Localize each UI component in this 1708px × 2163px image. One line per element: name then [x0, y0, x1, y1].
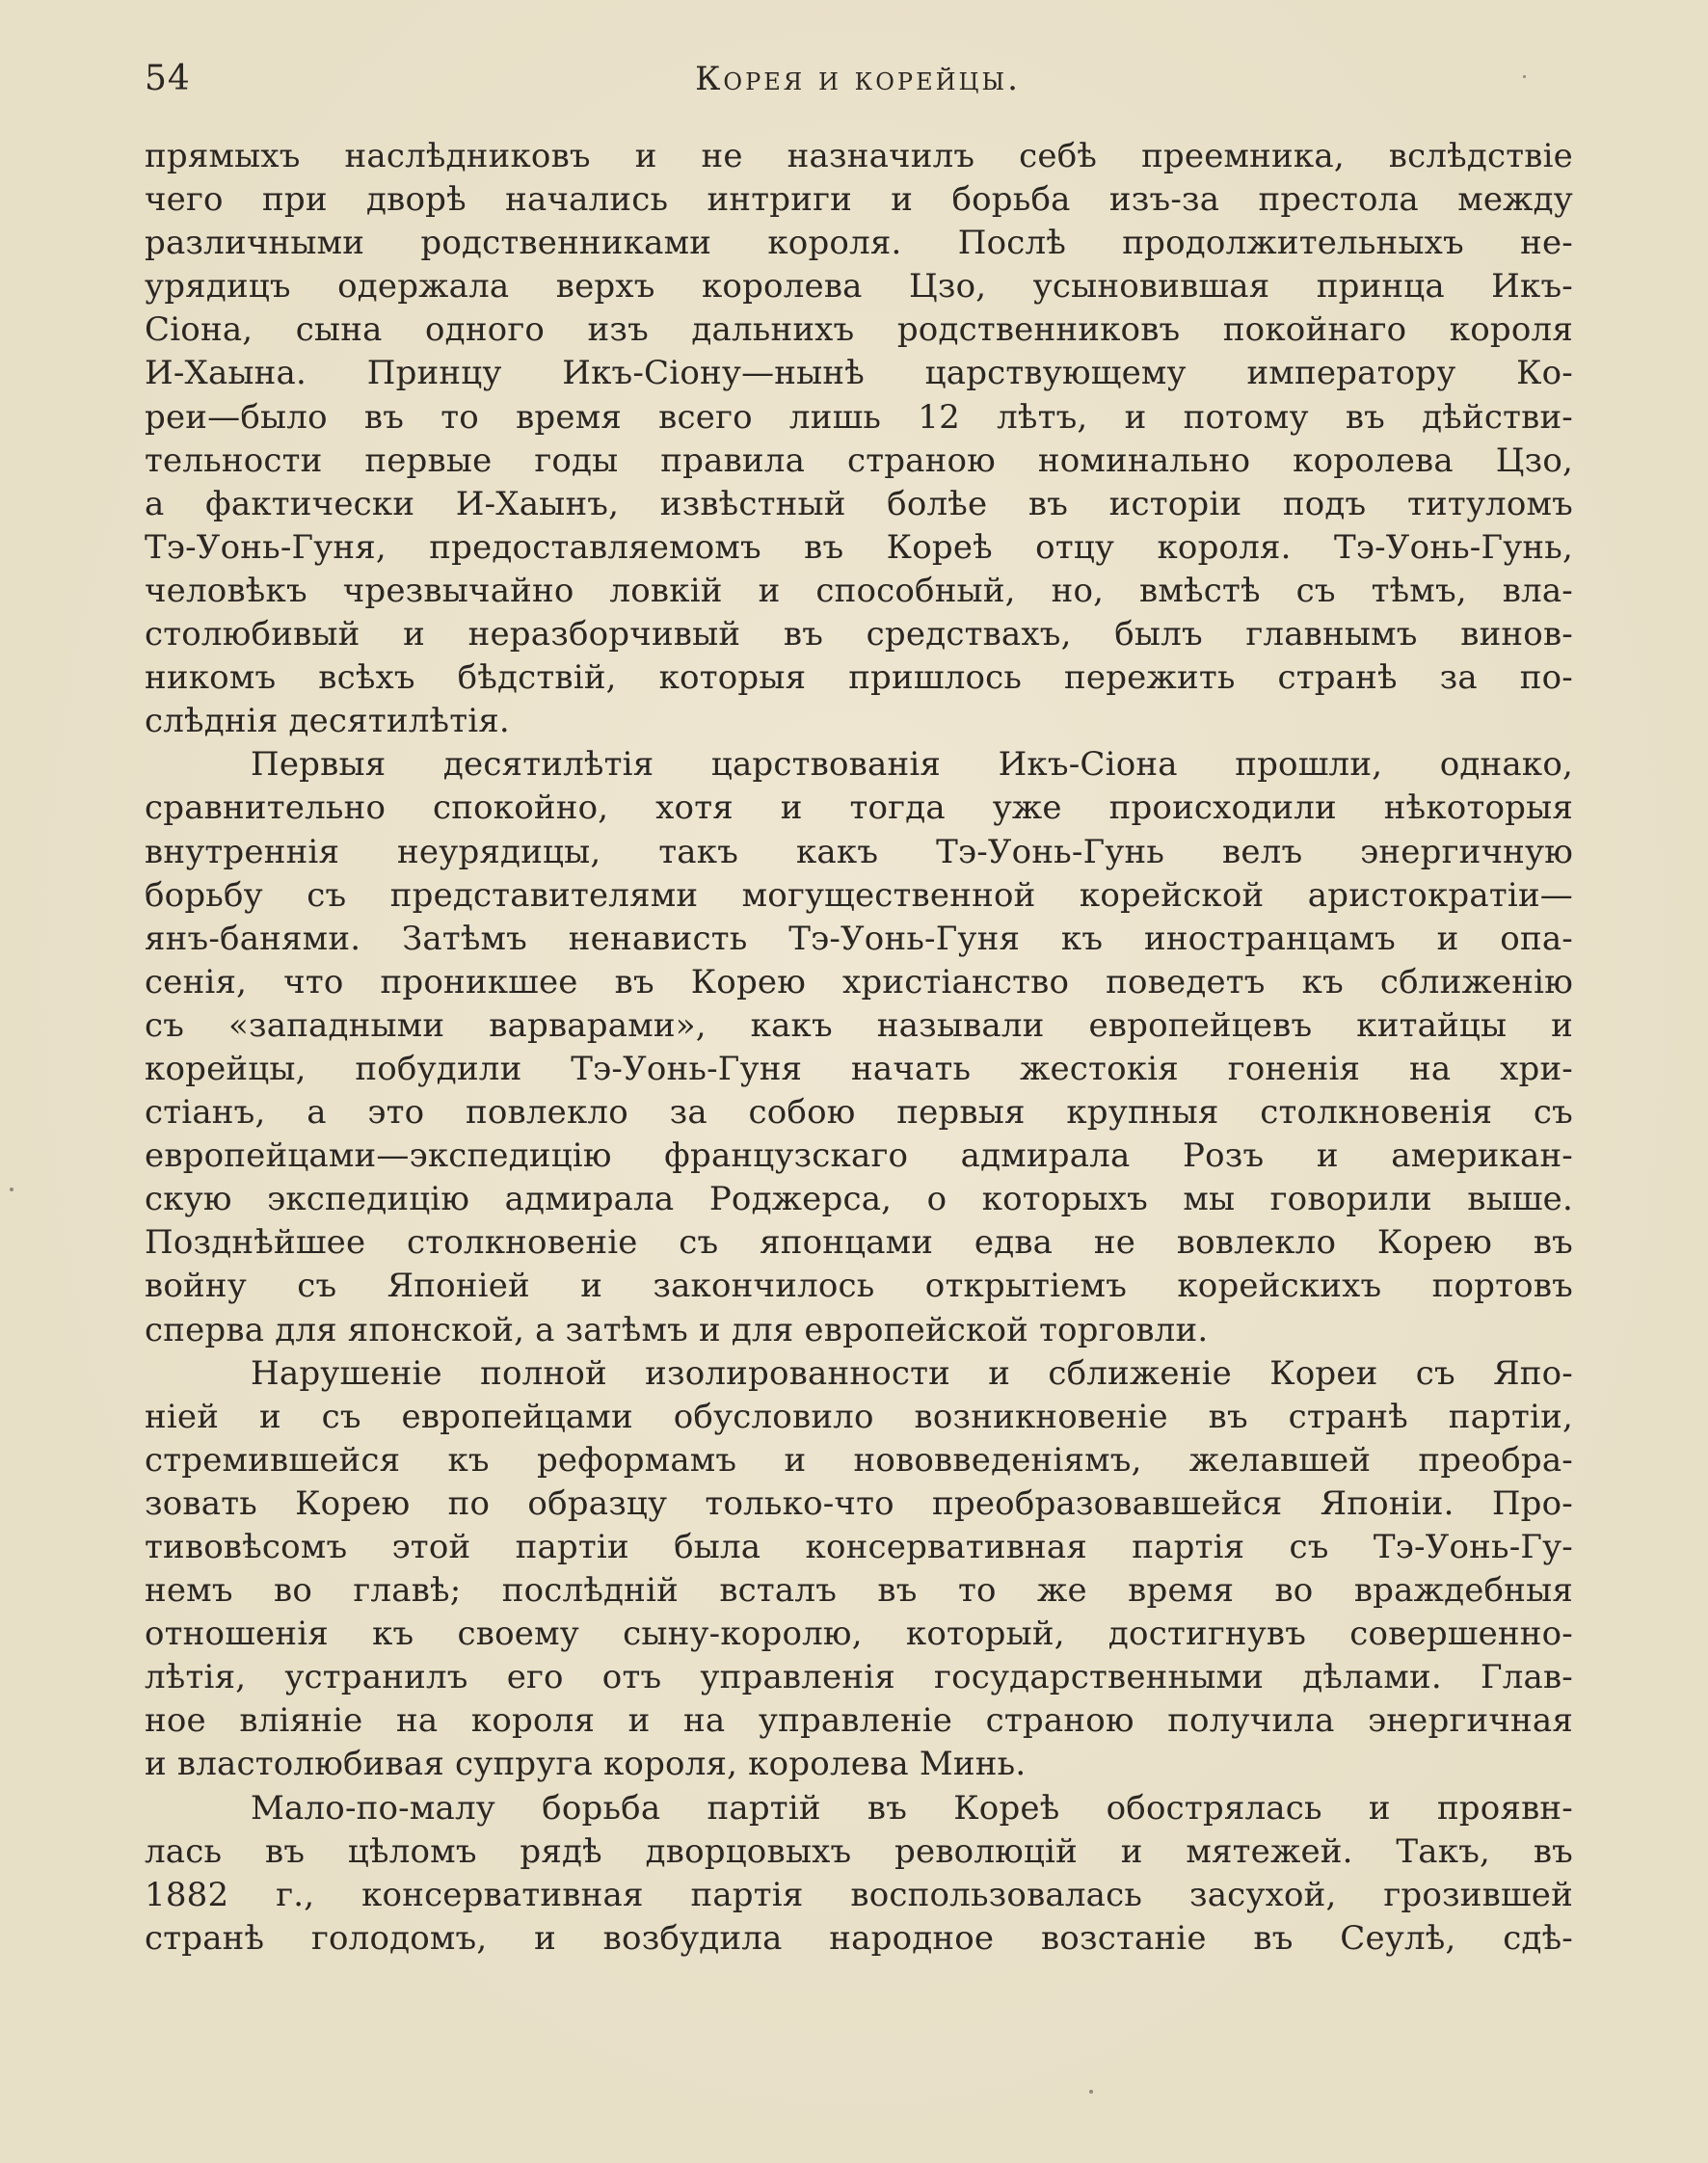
- text-line: различными родственниками короля. Послѣ продолжительныхъ не-: [145, 224, 1573, 263]
- running-head: [145, 50, 1571, 108]
- text-line: сенія, что проникшее въ Корею христіанство поведетъ къ сближенію: [145, 962, 1573, 1001]
- text-line: И-Хаына. Принцу Икъ-Сіону—нынѣ царствующему императору Ко-: [145, 354, 1573, 393]
- text-line: лась въ цѣломъ рядѣ дворцовыхъ революцій и мятежей. Такъ, въ: [145, 1831, 1573, 1871]
- text-line: урядицъ одержала верхъ королева Цзо, усыновившая принца Икъ-: [145, 267, 1573, 307]
- text-line: немъ во главѣ; послѣдній всталъ въ то же время во враждебныя: [145, 1571, 1573, 1611]
- page-number: 54: [145, 59, 191, 98]
- text-line: войну съ Японіей и закончилось открытіемъ корейскихъ портовъ: [145, 1267, 1573, 1306]
- text-line: столюбивый и неразборчивый въ средствахъ, былъ главнымъ винов-: [145, 615, 1573, 654]
- text-line: ное вліяніе на короля и на управленіе страною получила энергичная: [145, 1701, 1573, 1741]
- text-line: Тэ-Уонь-Гуня, предоставляемомъ въ Кореѣ отцу короля. Тэ-Уонь-Гунь,: [145, 527, 1573, 567]
- text-line: реи—было въ то время всего лишь 12 лѣтъ, и потому въ дѣйстви-: [145, 397, 1573, 437]
- text-line: янъ-банями. Затѣмъ ненависть Тэ-Уонь-Гуня къ иностранцамъ и опа-: [145, 919, 1573, 958]
- text-line: а фактически И-Хаынъ, извѣстный болѣе въ исторіи подъ титуломъ: [145, 484, 1573, 523]
- paragraph-first-line: Первыя десятилѣтія царствованія Икъ-Сіона прошли, однако,: [251, 745, 1573, 785]
- scan-speck: [1523, 75, 1526, 78]
- paragraph-first-line: Нарушеніе полной изолированности и сближеніе Кореи съ Япо-: [251, 1353, 1573, 1393]
- text-line: слѣднія десятилѣтія.: [145, 702, 510, 741]
- text-line: никомъ всѣхъ бѣдствій, которыя пришлось пережить странѣ за по-: [145, 658, 1573, 698]
- text-line: борьбу съ представителями могущественной корейской аристократіи—: [145, 875, 1573, 915]
- text-line: 1882 г., консервативная партія воспользовалась засухой, грозившей: [145, 1875, 1573, 1914]
- running-title: Корея и корейцы.: [695, 60, 1021, 98]
- text-line: Позднѣйшее столкновеніе съ японцами едва не вовлекло Корею въ: [145, 1223, 1573, 1263]
- text-line: ніей и съ европейцами обусловило возникновеніе въ странѣ партіи,: [145, 1397, 1573, 1436]
- text-line: и властолюбивая супруга короля, королева Минь.: [145, 1745, 1027, 1784]
- text-line: стіанъ, а это повлекло за собою первыя крупныя столкновенія съ: [145, 1093, 1573, 1133]
- text-line: зовать Корею по образцу только-что преобразовавшейся Японіи. Про-: [145, 1483, 1573, 1523]
- paragraph-first-line: Мало-по-малу борьба партій въ Кореѣ обострялась и проявн-: [251, 1788, 1573, 1828]
- text-line: скую экспедицію адмирала Роджерса, о которыхъ мы говорили выше.: [145, 1180, 1573, 1219]
- text-line: странѣ голодомъ, и возбудила народное возстаніе въ Сеулѣ, сдѣ-: [145, 1918, 1573, 1958]
- text-line: стремившейся къ реформамъ и нововведеніямъ, желавшей преобра-: [145, 1440, 1573, 1480]
- text-line: тивовѣсомъ этой партіи была консервативная партія съ Тэ-Уонь-Гу-: [145, 1528, 1573, 1566]
- text-line: лѣтія, устранилъ его отъ управленія государственными дѣлами. Глав-: [145, 1658, 1573, 1697]
- text-line: чего при дворѣ начались интриги и борьба изъ-за престола между: [145, 180, 1573, 220]
- text-line: человѣкъ чрезвычайно ловкій и способный, но, вмѣстѣ съ тѣмъ, вла-: [145, 571, 1573, 610]
- text-line: тельности первые годы правила страною номинально королева Цзо,: [145, 441, 1573, 480]
- text-line: съ «западными варварами», какъ называли европейцевъ китайцы и: [145, 1005, 1573, 1045]
- text-line: корейцы, побудили Тэ-Уонь-Гуня начать жестокія гоненія на хри-: [145, 1049, 1573, 1088]
- text-line: сравнительно спокойно, хотя и тогда уже происходили нѣкоторыя: [145, 788, 1573, 828]
- text-line: сперва для японской, а затѣмъ и для европейской торговли.: [145, 1310, 1209, 1349]
- text-line: отношенія къ своему сыну-королю, который, достигнувъ совершенно-: [145, 1615, 1573, 1654]
- body-text: [145, 135, 1573, 1961]
- scan-speck: [1089, 2090, 1093, 2094]
- scan-speck: [10, 1188, 13, 1191]
- text-line: прямыхъ наслѣдниковъ и не назначилъ себѣ преемника, вслѣдствіе: [145, 137, 1573, 175]
- text-line: европейцами—экспедицію французскаго адмирала Розъ и американ-: [145, 1136, 1573, 1176]
- text-line: Сіона, сына одного изъ дальнихъ родственниковъ покойнаго короля: [145, 310, 1573, 350]
- text-line: внутреннія неурядицы, такъ какъ Тэ-Уонь-Гунь велъ энергичную: [145, 832, 1573, 871]
